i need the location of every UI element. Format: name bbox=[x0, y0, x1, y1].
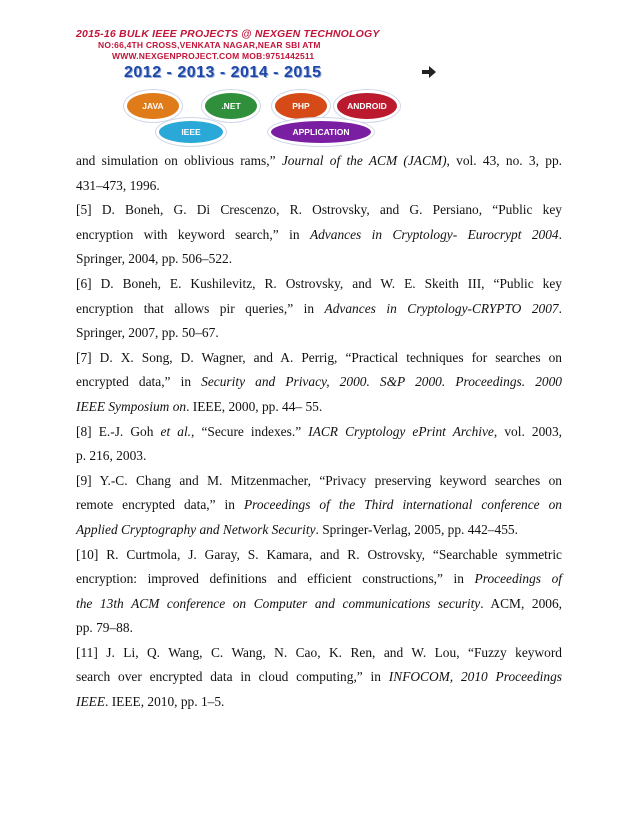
italic-title-text: IEEE bbox=[76, 694, 105, 710]
reference-line bbox=[76, 149, 562, 174]
reference-line bbox=[76, 641, 562, 666]
badge-ieee: IEEE bbox=[156, 118, 226, 146]
advertisement-banner bbox=[72, 22, 442, 146]
reference-line bbox=[76, 665, 562, 690]
badge-java: JAVA bbox=[124, 90, 182, 122]
italic-title-text: Security and Privacy, 2000. S&P 2000. Proceedings. 2000 bbox=[201, 374, 562, 390]
reference-line bbox=[76, 469, 562, 494]
italic-title-text: IEEE Symposium on bbox=[76, 398, 187, 414]
reference-text: . IEEE, 2010, pp. 1–5. bbox=[105, 694, 225, 710]
reference-line bbox=[76, 395, 562, 420]
reference-text: 431–473, 1996. bbox=[76, 177, 160, 193]
italic-title-text: Proceedings of the Third international conference on bbox=[243, 497, 562, 513]
banner-years: 2012 - 2013 - 2014 - 2015 bbox=[124, 64, 322, 81]
reference-line bbox=[76, 518, 562, 543]
reference-text: Springer, 2004, pp. 506–522. bbox=[76, 251, 233, 267]
reference-text: encryption: improved definitions and efficient constructions,” in bbox=[76, 571, 475, 587]
reference-text: p. 216, 2003. bbox=[76, 448, 147, 464]
reference-text: [9] Y.-C. Chang and M. Mitzenmacher, “Privacy preserving keyword searches on bbox=[76, 472, 562, 488]
italic-title-text: Proceedings of bbox=[474, 571, 562, 587]
arrow-right-icon bbox=[422, 66, 436, 78]
badge-android: ANDROID bbox=[334, 90, 400, 122]
reference-text: , vol. 2003, bbox=[493, 423, 563, 439]
reference-line bbox=[76, 420, 562, 445]
reference-text: [7] D. X. Song, D. Wagner, and A. Perrig, “Practical techniques for searches on bbox=[76, 349, 562, 365]
reference-line bbox=[76, 493, 562, 518]
reference-line bbox=[76, 690, 562, 715]
reference-line bbox=[76, 370, 562, 395]
banner-address: NO:66,4TH CROSS,VENKATA NAGAR,NEAR SBI ATM bbox=[98, 40, 321, 50]
reference-text: remote encrypted data,” in bbox=[76, 497, 244, 513]
reference-text: encryption with keyword search,” in bbox=[76, 226, 310, 242]
reference-line bbox=[76, 567, 562, 592]
reference-text: encrypted data,” in bbox=[76, 374, 202, 390]
reference-line bbox=[76, 198, 562, 223]
badge-dotnet: .NET bbox=[202, 90, 260, 122]
reference-list bbox=[76, 149, 562, 715]
banner-contact: WWW.NEXGENPROJECT.COM MOB:9751442511 bbox=[112, 51, 315, 61]
reference-text: pp. 79–88. bbox=[76, 620, 133, 636]
reference-text: and simulation on oblivious rams,” bbox=[76, 153, 282, 168]
italic-title-text: Advances in Cryptology- Eurocrypt 2004 bbox=[309, 226, 559, 242]
reference-text: . bbox=[558, 300, 562, 316]
italic-title-text: the 13th ACM conference on Computer and communications security bbox=[76, 595, 481, 611]
badge-php: PHP bbox=[272, 90, 330, 122]
banner-headline: 2015-16 BULK IEEE PROJECTS @ NEXGEN TECHNOLOGY bbox=[76, 28, 380, 40]
reference-text: [5] D. Boneh, G. Di Crescenzo, R. Ostrovsky, and G. Persiano, “Public key bbox=[76, 202, 562, 218]
reference-text: [8] E.-J. Goh bbox=[76, 423, 161, 439]
reference-text: , vol. 43, no. 3, pp. bbox=[446, 153, 562, 168]
reference-line bbox=[76, 346, 562, 371]
reference-line bbox=[76, 616, 562, 641]
italic-title-text: Applied Cryptography and Network Security bbox=[76, 521, 316, 537]
reference-line bbox=[76, 297, 562, 322]
reference-line bbox=[76, 592, 562, 617]
reference-text: . ACM, 2006, bbox=[480, 595, 562, 611]
reference-line bbox=[76, 444, 562, 469]
reference-text: . IEEE, 2000, pp. 44– 55. bbox=[186, 398, 323, 414]
reference-text: search over encrypted data in cloud computing,” in bbox=[76, 669, 389, 685]
reference-text: [11] J. Li, Q. Wang, C. Wang, N. Cao, K. Ren, and W. Lou, “Fuzzy keyword bbox=[76, 644, 562, 660]
badge-application: APPLICATION bbox=[268, 118, 374, 146]
reference-text: encryption that allows pir queries,” in bbox=[76, 300, 325, 316]
reference-line bbox=[76, 223, 562, 248]
reference-text: , “Secure indexes.” bbox=[191, 423, 309, 439]
reference-line bbox=[76, 272, 562, 297]
reference-text: Springer, 2007, pp. 50–67. bbox=[76, 325, 219, 341]
reference-line bbox=[76, 321, 562, 346]
reference-line bbox=[76, 174, 562, 199]
reference-text: . bbox=[558, 226, 562, 242]
reference-text: [10] R. Curtmola, J. Garay, S. Kamara, and R. Ostrovsky, “Searchable symmetric bbox=[76, 546, 562, 562]
italic-title-text: Advances in Cryptology-CRYPTO 2007 bbox=[324, 300, 559, 316]
italic-title-text: et al. bbox=[160, 423, 192, 439]
italic-title-text: Journal of the ACM (JACM) bbox=[281, 153, 447, 168]
reference-text: . Springer-Verlag, 2005, pp. 442–455. bbox=[315, 521, 518, 537]
italic-title-text: INFOCOM, 2010 Proceedings bbox=[388, 669, 562, 685]
italic-title-text: IACR Cryptology ePrint Archive bbox=[308, 423, 494, 439]
reference-line bbox=[76, 543, 562, 568]
reference-text: [6] D. Boneh, E. Kushilevitz, R. Ostrovsky, and W. E. Skeith III, “Public key bbox=[76, 275, 562, 291]
reference-line bbox=[76, 247, 562, 272]
